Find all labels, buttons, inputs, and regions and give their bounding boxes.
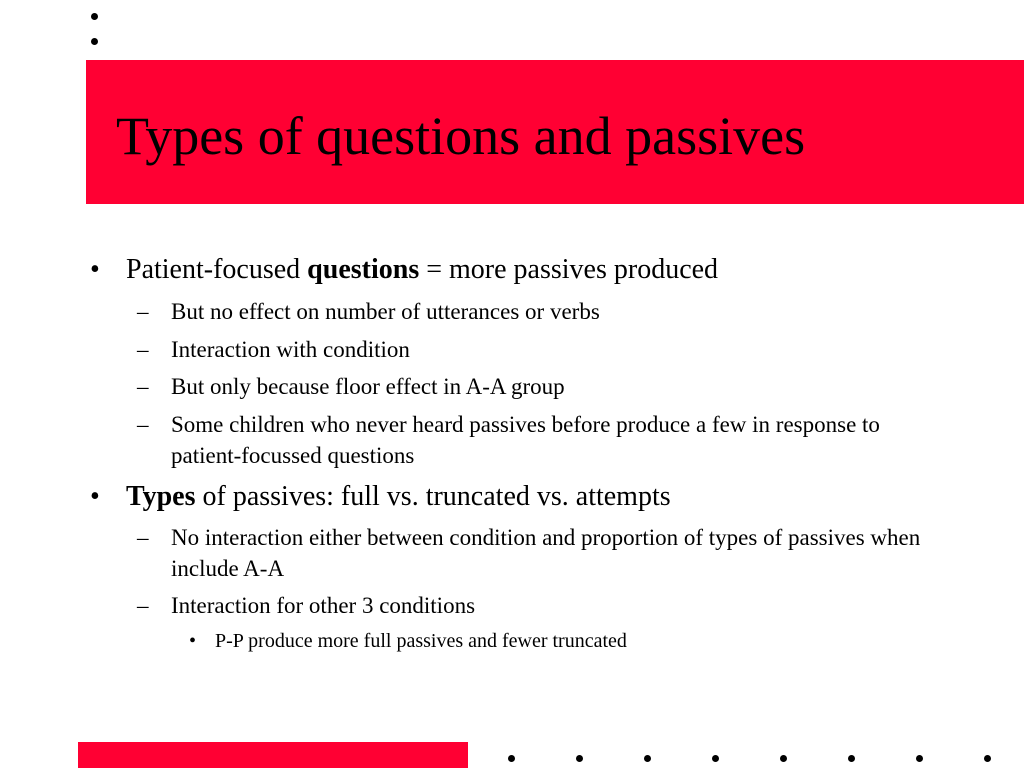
dash-marker: –: [137, 412, 149, 437]
sub-item-1-3: But only because floor effect in A-A group: [171, 374, 565, 399]
dash-marker: –: [137, 525, 149, 550]
decor-dot-bottom-6: [848, 755, 855, 762]
slide-title: Types of questions and passives: [116, 106, 806, 166]
decor-dot-bottom-4: [712, 755, 719, 762]
dash-marker: –: [137, 337, 149, 362]
bullet-item-1: [126, 255, 986, 285]
bullet-marker: •: [90, 481, 100, 512]
sub-item-1-1: But no effect on number of utterances or verbs: [171, 299, 600, 324]
sub-item-2-2: Interaction for other 3 conditions: [171, 593, 476, 618]
decor-dot-bottom-5: [780, 755, 787, 762]
bullet-item-2-post: of passives: full vs. truncated vs. attempts: [195, 481, 671, 512]
decor-dot-bottom-8: [984, 755, 991, 762]
bullet-item-1-post: = more passives produced: [419, 254, 719, 285]
sub-item-1-4: Some children who never heard passives before produce a few in response to patient-focussed questions: [171, 412, 880, 468]
decor-dot-top-2: [91, 38, 98, 45]
bottom-accent-bar: [78, 742, 468, 768]
bullet-marker: •: [90, 254, 100, 285]
decor-dot-bottom-7: [916, 755, 923, 762]
dash-marker: –: [137, 299, 149, 324]
decor-dot-bottom-2: [576, 755, 583, 762]
sub-sub-item-2-2-1: P-P produce more full passives and fewer truncated: [215, 630, 627, 652]
decor-dot-bottom-3: [644, 755, 651, 762]
sub-item-2-1: No interaction either between condition and proportion of types of passives when include A-A: [171, 525, 921, 581]
dash-marker: –: [137, 374, 149, 399]
sub-bullet-marker: •: [189, 630, 197, 652]
bullet-item-2-bold: Types: [126, 481, 196, 512]
bullet-item-1-pre: Patient-focused: [126, 254, 308, 285]
decor-dot-bottom-1: [508, 755, 515, 762]
decor-dot-top-1: [91, 13, 98, 20]
sub-item-1-2: Interaction with condition: [171, 337, 410, 362]
bullet-item-2: [126, 482, 986, 512]
bullet-item-1-bold: questions: [307, 254, 420, 285]
dash-marker: –: [137, 593, 149, 618]
